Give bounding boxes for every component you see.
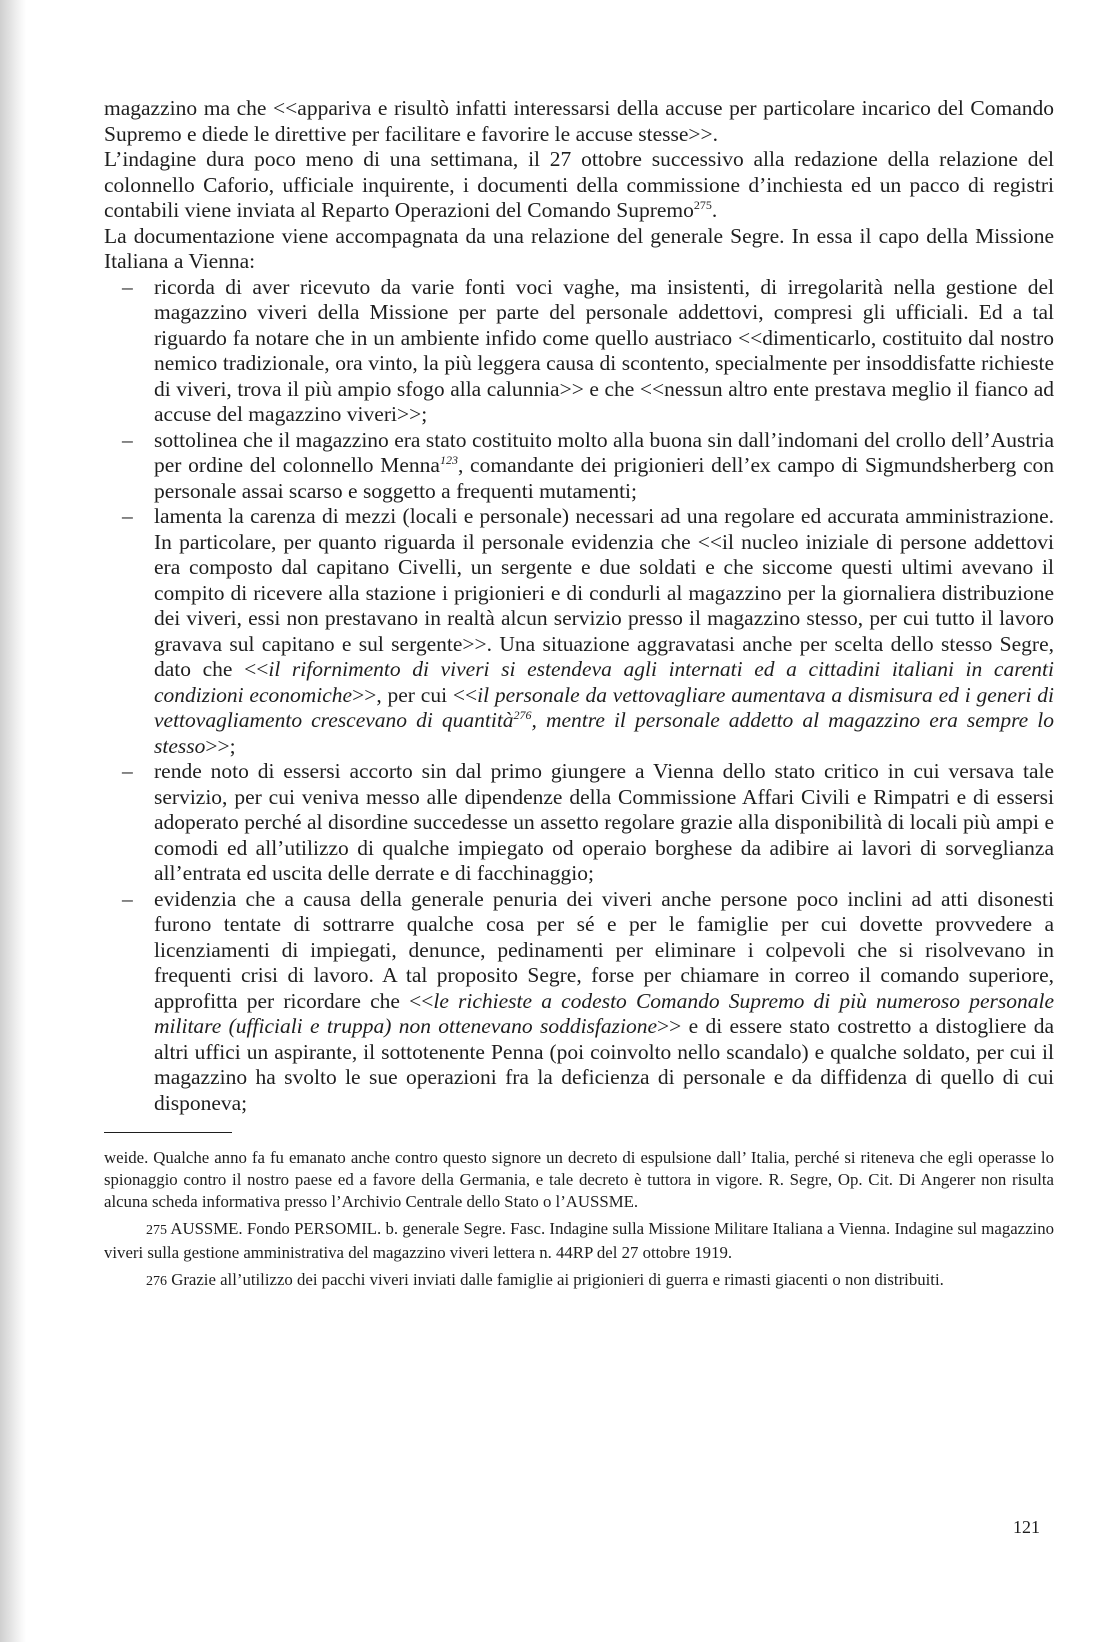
footnote-number: 275 bbox=[146, 1223, 167, 1238]
footnote-divider bbox=[104, 1132, 232, 1133]
bullet-dash: – bbox=[122, 427, 133, 452]
book-page bbox=[104, 96, 1054, 1298]
paragraph: La documentazione viene accompagnata da una relazione del generale Segre. In essa il capo della Missione Italiana a Vienna: bbox=[104, 223, 1054, 273]
footnote-continued: weide. Qualche anno fa fu emanato anche contro questo signore un decreto di espulsione dall’ Italia, perché si riteneva che egli operasse lo spionaggio contro il nostro paese ed a favore della Germania, e tale decreto è tuttora in vigore. R. Segre, Op. Cit. Di Angerer non risulta alcuna scheda informativa presso l’Archivio Centrale dello Stato o l’AUSSME. bbox=[104, 1148, 1054, 1211]
footnote-276: 276 Grazie all’utilizzo dei pacchi viveri inviati dalle famiglie ai prigionieri di guerra e rimasti giacenti o non distribuiti. bbox=[146, 1270, 944, 1289]
list-item: – lamenta la carenza di mezzi (locali e personale) necessari ad una regolare ed accurata amministrazione. In particolare, per quanto riguarda il personale evidenzia che <<il nucleo iniziale di persone addettovi era composto dal capitano Civelli, un sergente e due soldati e che siccome questi ultimi avevano il compito di ricevere alla stazione i prigionieri e di condurli al magazzino per la giornaliera distribuzione dei viveri, essi non prestavano in realtà alcun servizio presso il magazzino stesso, per cui tutto il lavoro gravava sul capitano e sul sergente>>. Una situazione aggravatasi anche per scelta dello stesso Segre, dato che <<il rifornimento di viveri si estendeva agli internati ed a cittadini italiani in carenti condizioni economiche>>, per cui <<il personale da vettovagliare aumentava a dismisura ed i generi di vettovagliamento crescevano di quantità$^{276}$, mentre il personale addetto al magazzino era sempre lo stesso>>; bbox=[122, 504, 1054, 758]
list-item: – evidenzia che a causa della generale penuria dei viveri anche persone poco inclini ad atti disonesti furono tentate di sottrarre qualche cosa per sé e per le famiglie per cui dovette provvedere a licenziamenti di impiegati, denunce, pedinamenti per eliminare i colpevoli che si risolvevano in frequenti crisi di lavoro. A tal proposito Segre, forse per chiamare in correo il comando superiore, approfitta per ricordare che <<le richieste a codesto Comando Supremo di più numeroso personale militare (ufficiali e truppa) non ottenevano soddisfazione>> e di essere stato costretto a distogliere da altri uffici un aspirante, il sottotenente Penna (poi coinvolto nello scandalo) e qualche soldato, per cui il magazzino ha svolto le sue operazioni fra la deficienza di personale e da diffidenza di quello di cui disponeva; bbox=[122, 886, 1054, 1115]
footnote-ref: 276 bbox=[513, 707, 532, 722]
footnote-ref: 123 bbox=[439, 452, 458, 467]
list-item: – rende noto di essersi accorto sin dal primo giungere a Vienna dello stato critico in cui versava tale servizio, per cui veniva messo alle dipendenze della Commissione Affari Civili e Rimpatri e di essersi adoperato perché al disordine succedesse un assetto regolare grazie alla disponibilità di locali più ampi e comodi ed all’utilizzo di qualche impiegato od operaio borghese da adibire ai lavori di sorveglianza all’entrata ed uscita delle derrate e di facchinaggio; bbox=[122, 759, 1054, 885]
bullet-dash: – bbox=[122, 504, 133, 528]
list-item: – sottolinea che il magazzino era stato costituito molto alla buona sin dall’indomani del crollo dell’Austria per ordine del colonnello Menna$^{123}$, comandante dei prigionieri dell’ex campo di Sigmundsherberg con personale assai scarso e soggetto a frequenti mutamenti; bbox=[122, 427, 1054, 503]
bullet-dash: – bbox=[122, 886, 133, 911]
page-gutter-shadow bbox=[0, 0, 26, 1642]
page-number: 121 bbox=[1013, 1517, 1040, 1537]
quote-italic: le richieste a codesto Comando Supremo di più numeroso personale militare (ufficiali e truppa) non ottenevano soddisfazione bbox=[154, 988, 1054, 1038]
footnote-275: 275 AUSSME. Fondo PERSOMIL. b. generale Segre. Fasc. Indagine sulla Missione Militare Italiana a Vienna. Indagine sul magazzino viveri sulla gestione amministrativa del magazzino viveri lettera n. 44RP del 27 ottobre 1919. bbox=[104, 1219, 1054, 1262]
bullet-dash: – bbox=[122, 274, 133, 299]
quote-italic: , mentre il personale addetto al magazzino era sempre lo stesso bbox=[154, 708, 1054, 758]
main-text bbox=[104, 96, 1054, 1116]
bullet-dash: – bbox=[122, 759, 133, 783]
paragraph: L’indagine dura poco meno di una settimana, il 27 ottobre successivo alla redazione della relazione del colonnello Caforio, ufficiale inquirente, i documenti della commissione d’inchiesta ed un pacco di registri contabili viene inviata al Reparto Operazioni del Comando Supremo$^{275}$. bbox=[104, 147, 1054, 222]
footnote-number: 276 bbox=[146, 1274, 167, 1289]
paragraph: magazzino ma che <<appariva e risultò infatti interessarsi della accuse per particolare incarico del Comando Supremo e diede le direttive per facilitare e favorire le accuse stesse>>. bbox=[104, 96, 1054, 146]
footnotes bbox=[104, 1132, 1054, 1293]
quote-italic: il personale da vettovagliare aumentava a dismisura ed i generi di vettovagliamento crescevano di quantità bbox=[154, 682, 1054, 732]
quote-italic: il rifornimento di viveri si estendeva agli internati ed a cittadini italiani in carenti condizioni economiche bbox=[154, 657, 1054, 707]
footnote-ref: 275 bbox=[693, 197, 712, 212]
list-item: – ricorda di aver ricevuto da varie fonti voci vaghe, ma insistenti, di irregolarità nella gestione del magazzino viveri della Missione per parte del personale addettovi, compresi gli ufficiali. Ed a tal riguardo fa notare che in un ambiente infido come quello austriaco <<dimenticarlo, costituito dal nostro nemico tradizionale, ora vinto, la più leggera causa di scontento, specialmente per insoddisfatte richieste di viveri, trova il più ampio sfogo alla calunnia>> e che <<nessun altro ente prestava meglio il fianco ad accuse del magazzino viveri>>; bbox=[122, 274, 1054, 426]
bullet-list bbox=[104, 275, 1054, 1117]
